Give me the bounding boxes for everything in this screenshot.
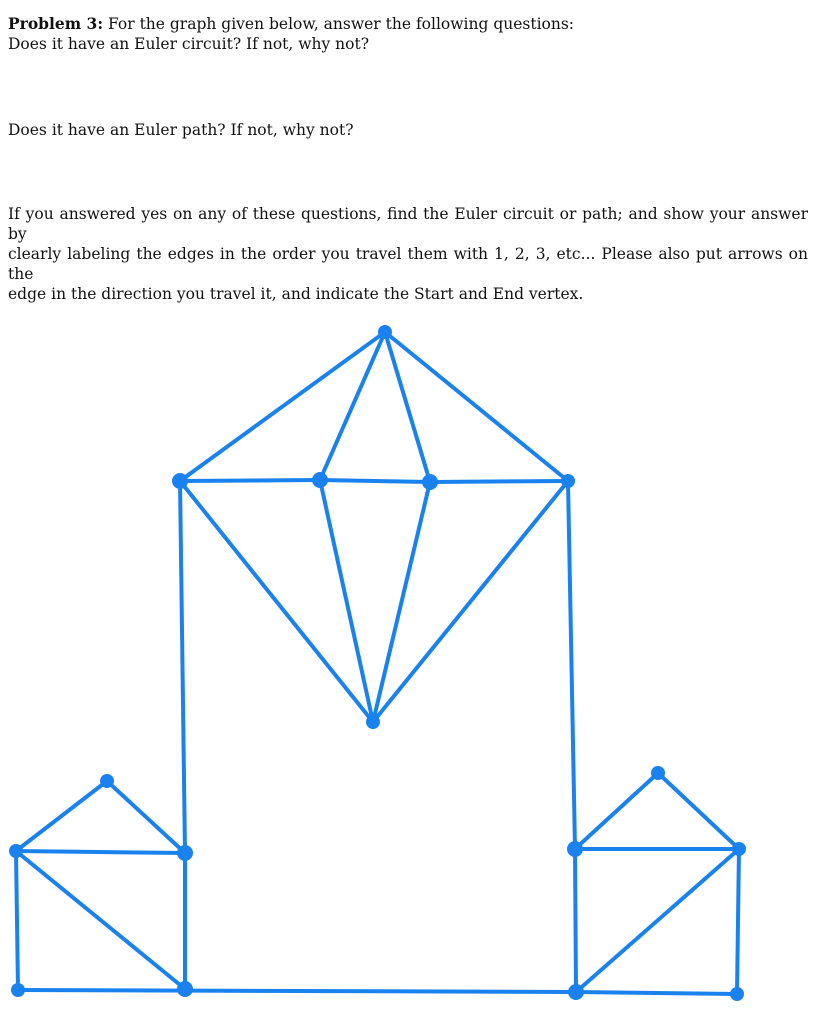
question-euler-circuit: Does it have an Euler circuit? If not, why not?	[8, 35, 370, 53]
edge	[385, 332, 430, 482]
vertex	[732, 842, 746, 856]
question-euler-path: Does it have an Euler path? If not, why not?	[8, 121, 354, 139]
vertex	[11, 983, 25, 997]
edge	[737, 849, 739, 994]
edge	[16, 851, 185, 989]
edge	[430, 481, 568, 482]
vertex	[177, 845, 193, 861]
edges	[16, 332, 739, 994]
vertex	[567, 841, 583, 857]
vertex	[312, 472, 328, 488]
edge	[180, 481, 185, 853]
vertex	[172, 473, 188, 489]
vertex	[177, 981, 193, 997]
edge	[180, 480, 320, 481]
vertex	[100, 774, 114, 788]
vertices	[9, 325, 746, 1001]
edge	[576, 849, 739, 992]
vertex	[366, 715, 380, 729]
edge	[18, 990, 576, 992]
vertex	[9, 844, 23, 858]
edge	[16, 781, 107, 851]
vertex	[378, 325, 392, 339]
edge	[575, 773, 658, 849]
edge	[16, 851, 185, 853]
edge	[385, 332, 568, 481]
edge	[568, 481, 575, 849]
edge	[180, 481, 373, 722]
question-find-path-line2: clearly labeling the edges in the order you travel them with 1, 2, 3, etc... Please also put arrows on the	[8, 245, 808, 283]
vertex	[561, 474, 575, 488]
question-find-path-line3: edge in the direction you travel it, and indicate the Start and End vertex.	[8, 285, 584, 303]
edge	[658, 773, 739, 849]
problem-intro: For the graph given below, answer the following questions:	[108, 15, 575, 33]
edge	[107, 781, 185, 853]
edge	[16, 851, 18, 990]
vertex	[651, 766, 665, 780]
problem-label: Problem 3:	[8, 14, 104, 33]
vertex	[422, 474, 438, 490]
edge	[320, 480, 430, 482]
edge	[320, 480, 373, 722]
question-find-path-line1: If you answered yes on any of these questions, find the Euler circuit or path; and show your answer by	[8, 205, 808, 243]
edge	[576, 992, 737, 994]
vertex	[568, 984, 584, 1000]
edge	[575, 849, 576, 992]
vertex	[730, 987, 744, 1001]
